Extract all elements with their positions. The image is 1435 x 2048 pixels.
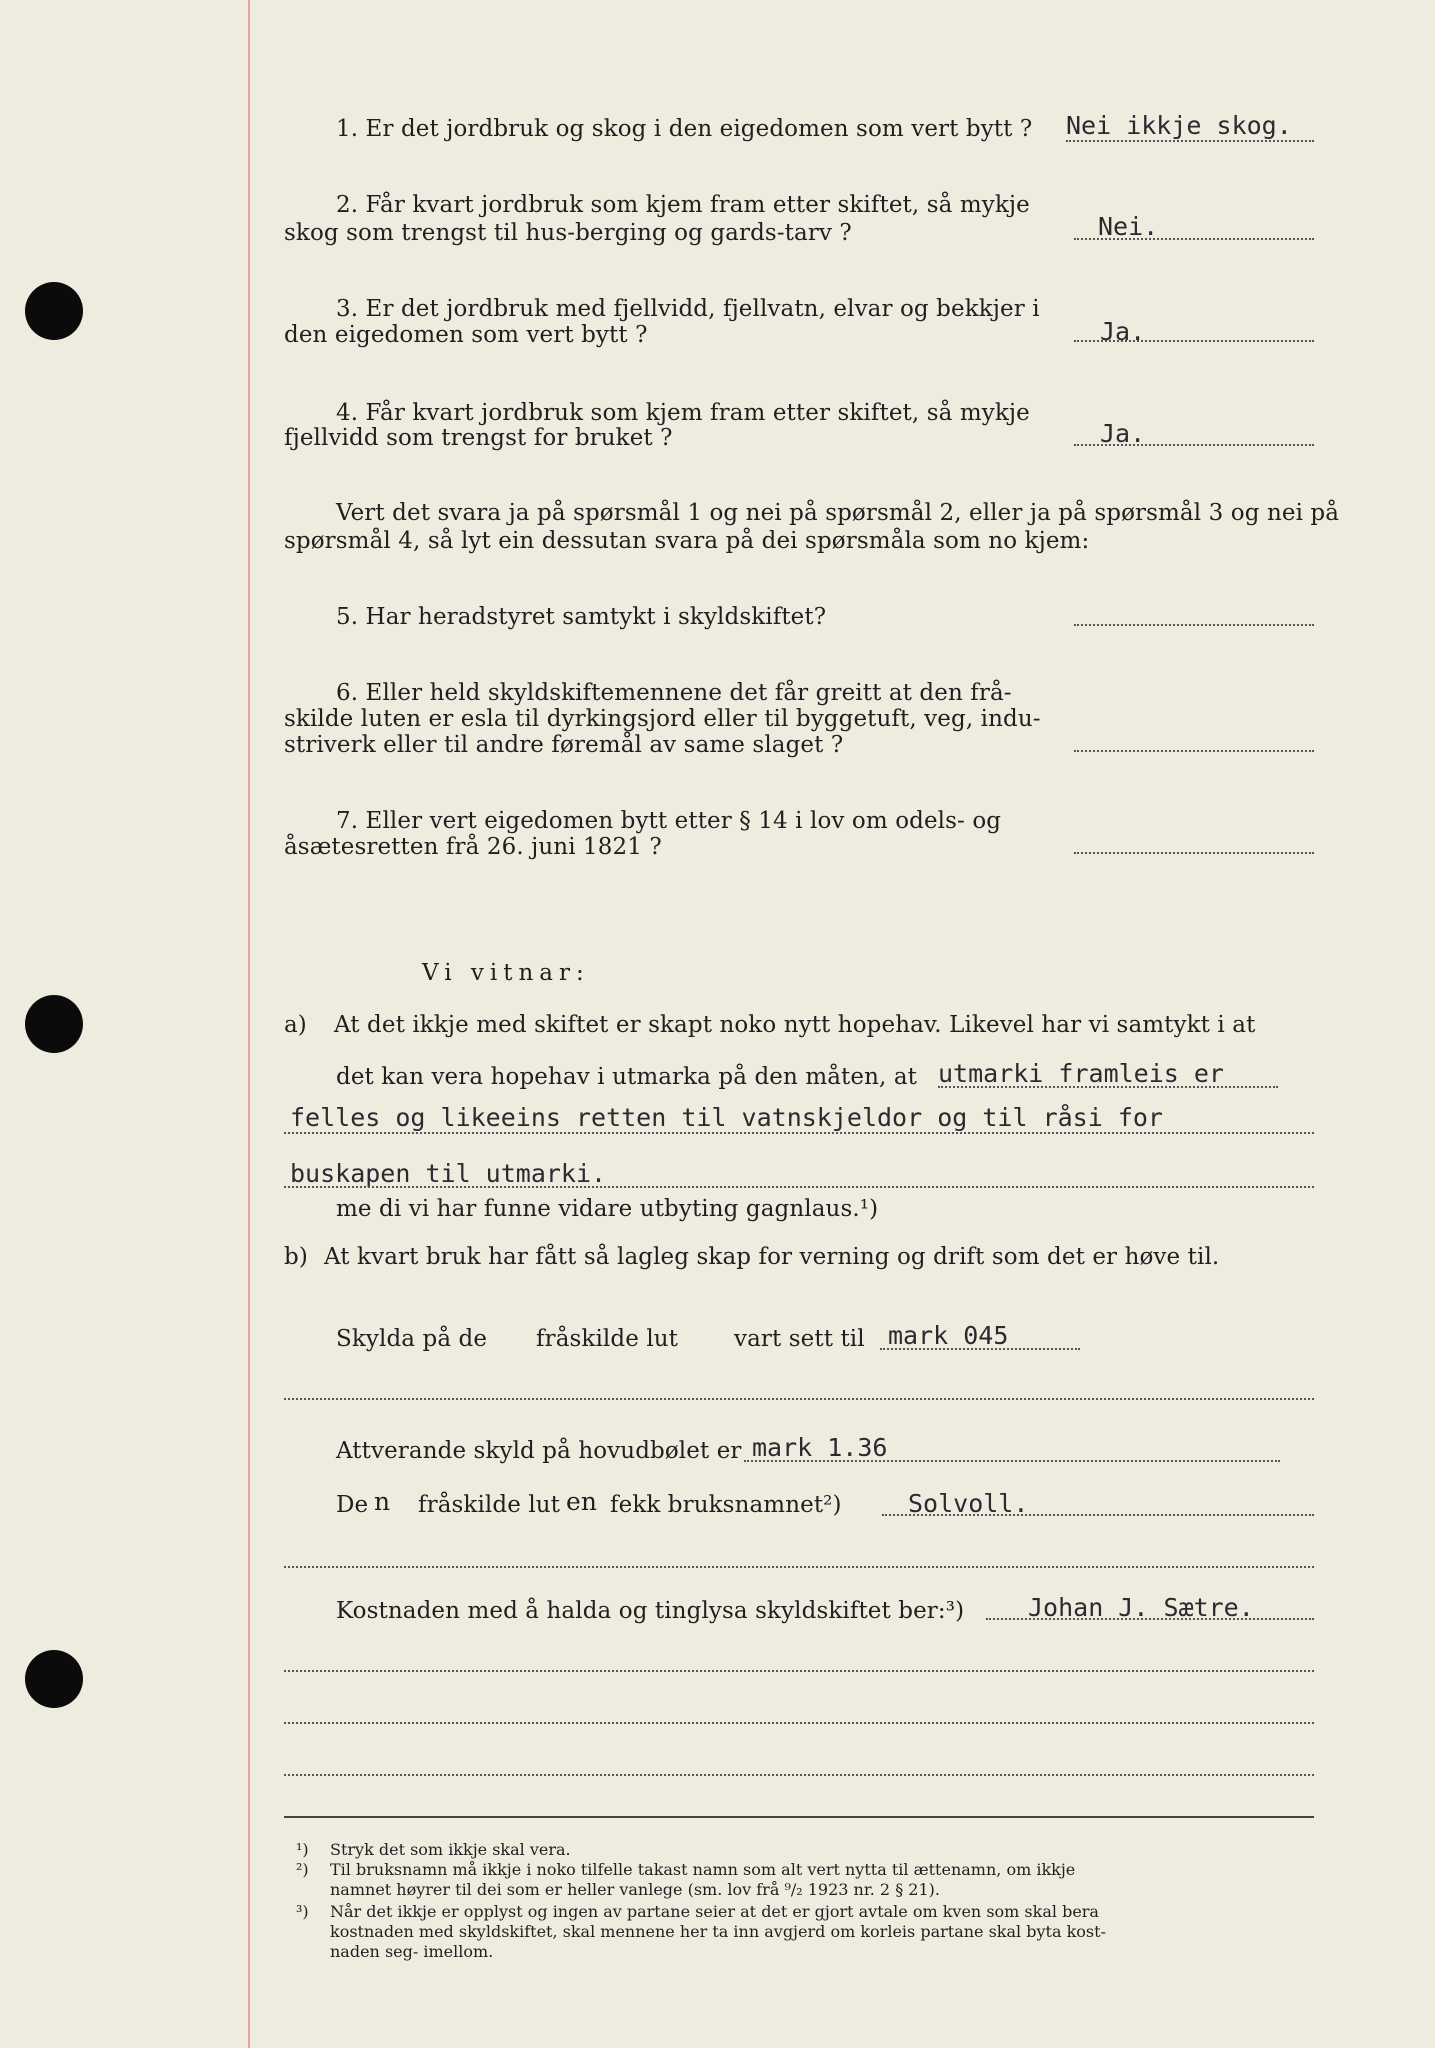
question-1: 1. Er det jordbruk og skog i den eigedomen som vert bytt ? [336, 116, 1033, 142]
question-2-line1: 2. Får kvart jordbruk som kjem fram etter skiftet, så mykje [336, 192, 1030, 218]
witness-b-label: b) [284, 1244, 308, 1270]
answer-5-line [1074, 624, 1314, 626]
answer-4-line [1074, 444, 1314, 446]
attverande-label: Attverande skyld på hovudbølet er [336, 1438, 742, 1464]
answer-1: Nei ikkje skog. [1066, 111, 1292, 140]
answer-7-line [1074, 852, 1314, 854]
question-6-line2: skilde luten er esla til dyrkingsjord eller til byggetuft, veg, indu- [284, 706, 1041, 732]
footnote-3-line1: Når det ikkje er opplyst og ingen av partane seier at det er gjort avtale om kven som skal bera [330, 1902, 1099, 1921]
attverande-value: mark 1.36 [752, 1433, 888, 1462]
footnote-3-marker: ³) [296, 1902, 309, 1921]
red-margin-line [248, 0, 250, 2048]
kostnad-line [986, 1618, 1314, 1620]
bruksnamn-en: en [566, 1487, 598, 1516]
answer-2-line [1074, 238, 1314, 240]
question-7-line1: 7. Eller vert eigedomen bytt etter § 14 i lov om odels- og [336, 808, 1002, 834]
skyld-mid: fråskilde lut [536, 1326, 679, 1352]
answer-4: Ja. [1100, 419, 1146, 448]
footnote-1 [296, 1840, 571, 1859]
witness-a-fill1-line [938, 1086, 1278, 1088]
skyld-value-line [880, 1348, 1080, 1350]
bruksnamn-line [882, 1514, 1314, 1516]
witness-a-line3: me di vi har funne vidare utbyting gagnlaus.¹) [336, 1196, 879, 1222]
bruksnamn-extra-line [284, 1566, 1314, 1568]
answer-6-line [1074, 750, 1314, 752]
footnote-2-line1: Til bruksnamn må ikkje i noko tilfelle takast namn som alt vert nytta til ættenamn, om ikkje [330, 1860, 1076, 1879]
kostnad-extra-line-3 [284, 1774, 1314, 1776]
witness-b-text: At kvart bruk har fått så lagleg skap for verning og drift som det er høve til. [324, 1244, 1220, 1270]
kostnad-label: Kostnaden med å halda og tinglysa skyldskiftet ber:³) [336, 1598, 965, 1624]
witness-a-line1: At det ikkje med skiftet er skapt noko nytt hopehav. Likevel har vi samtykt i at [334, 1012, 1256, 1038]
answer-3: Ja. [1100, 317, 1146, 346]
footnote-3 [296, 1902, 1099, 1921]
footnote-2-line2: namnet høyrer til dei som er heller vanlege (sm. lov frå ⁹/₂ 1923 nr. 2 § 21). [330, 1880, 940, 1899]
skyld-prefix: Skylda på de [336, 1326, 488, 1352]
question-6-line3: striverk eller til andre føremål av same slaget ? [284, 732, 844, 758]
skyld-extra-line [284, 1398, 1314, 1400]
witness-a-fill2-line [284, 1132, 1314, 1134]
punch-hole-icon [25, 282, 83, 340]
kostnad-extra-line-2 [284, 1722, 1314, 1724]
question-7-line2: åsætesretten frå 26. juni 1821 ? [284, 834, 662, 860]
footnote-3-cont2 [330, 1942, 493, 1961]
bruksnamn-n: n [374, 1487, 391, 1516]
question-2-line2: skog som trengst til hus-berging og gards-tarv ? [284, 220, 852, 246]
skyld-suffix: vart sett til [734, 1326, 865, 1352]
bruksnamn-prefix: De [336, 1492, 369, 1518]
question-4-line2: fjellvidd som trengst for bruket ? [284, 425, 673, 451]
footnote-3-line2: kostnaden med skyldskiftet, skal mennene her ta inn avgjerd om korleis partane skal byta kost- [330, 1922, 1106, 1941]
witness-a-line2: det kan vera hopehav i utmarka på den måten, at [336, 1064, 917, 1090]
footnote-2-cont [330, 1880, 940, 1899]
witness-a-fill3: buskapen til utmarki. [290, 1159, 607, 1188]
footnote-separator [284, 1816, 1314, 1818]
witness-a-fill1: utmarki framleis er [938, 1059, 1224, 1088]
footnote-3-line3: naden seg- imellom. [330, 1942, 494, 1961]
bruksnamn-value: Solvoll. [908, 1489, 1029, 1518]
footnote-2 [296, 1860, 1076, 1879]
skyld-value: mark 045 [888, 1321, 1009, 1350]
question-6-line1: 6. Eller held skyldskiftemennene det får greitt at den frå- [336, 680, 1012, 706]
footnote-1-marker: ¹) [296, 1840, 309, 1859]
witness-heading: Vi vitnar: [422, 960, 590, 986]
instruction-line1: Vert det svara ja på spørsmål 1 og nei på spørsmål 2, eller ja på spørsmål 3 og nei på [336, 500, 1340, 526]
witness-a-label: a) [284, 1012, 307, 1038]
attverande-line [744, 1460, 1280, 1462]
question-4-line1: 4. Får kvart jordbruk som kjem fram etter skiftet, så mykje [336, 400, 1030, 426]
footnote-3-cont1 [330, 1922, 1106, 1941]
bruksnamn-suffix: fekk bruksnamnet²) [610, 1492, 842, 1518]
question-3-line2: den eigedomen som vert bytt ? [284, 322, 648, 348]
answer-1-line [1066, 140, 1314, 142]
footnote-1-line1: Stryk det som ikkje skal vera. [330, 1840, 571, 1859]
punch-hole-icon [25, 995, 83, 1053]
footnote-2-marker: ²) [296, 1860, 309, 1879]
question-3-line1: 3. Er det jordbruk med fjellvidd, fjellvatn, elvar og bekkjer i [336, 296, 1040, 322]
instruction-line2: spørsmål 4, så lyt ein dessutan svara på dei spørsmåla som no kjem: [284, 528, 1090, 554]
witness-a-fill3-line [284, 1186, 1314, 1188]
kostnad-extra-line-1 [284, 1670, 1314, 1672]
punch-hole-icon [25, 1650, 83, 1708]
question-5: 5. Har heradstyret samtykt i skyldskiftet? [336, 604, 827, 630]
bruksnamn-mid: fråskilde lut [418, 1492, 561, 1518]
answer-2: Nei. [1098, 212, 1159, 241]
witness-a-fill2: felles og likeeins retten til vatnskjeldor og til råsi for [290, 1103, 1163, 1132]
kostnad-value: Johan J. Sætre. [1028, 1593, 1254, 1622]
answer-3-line [1074, 340, 1314, 342]
